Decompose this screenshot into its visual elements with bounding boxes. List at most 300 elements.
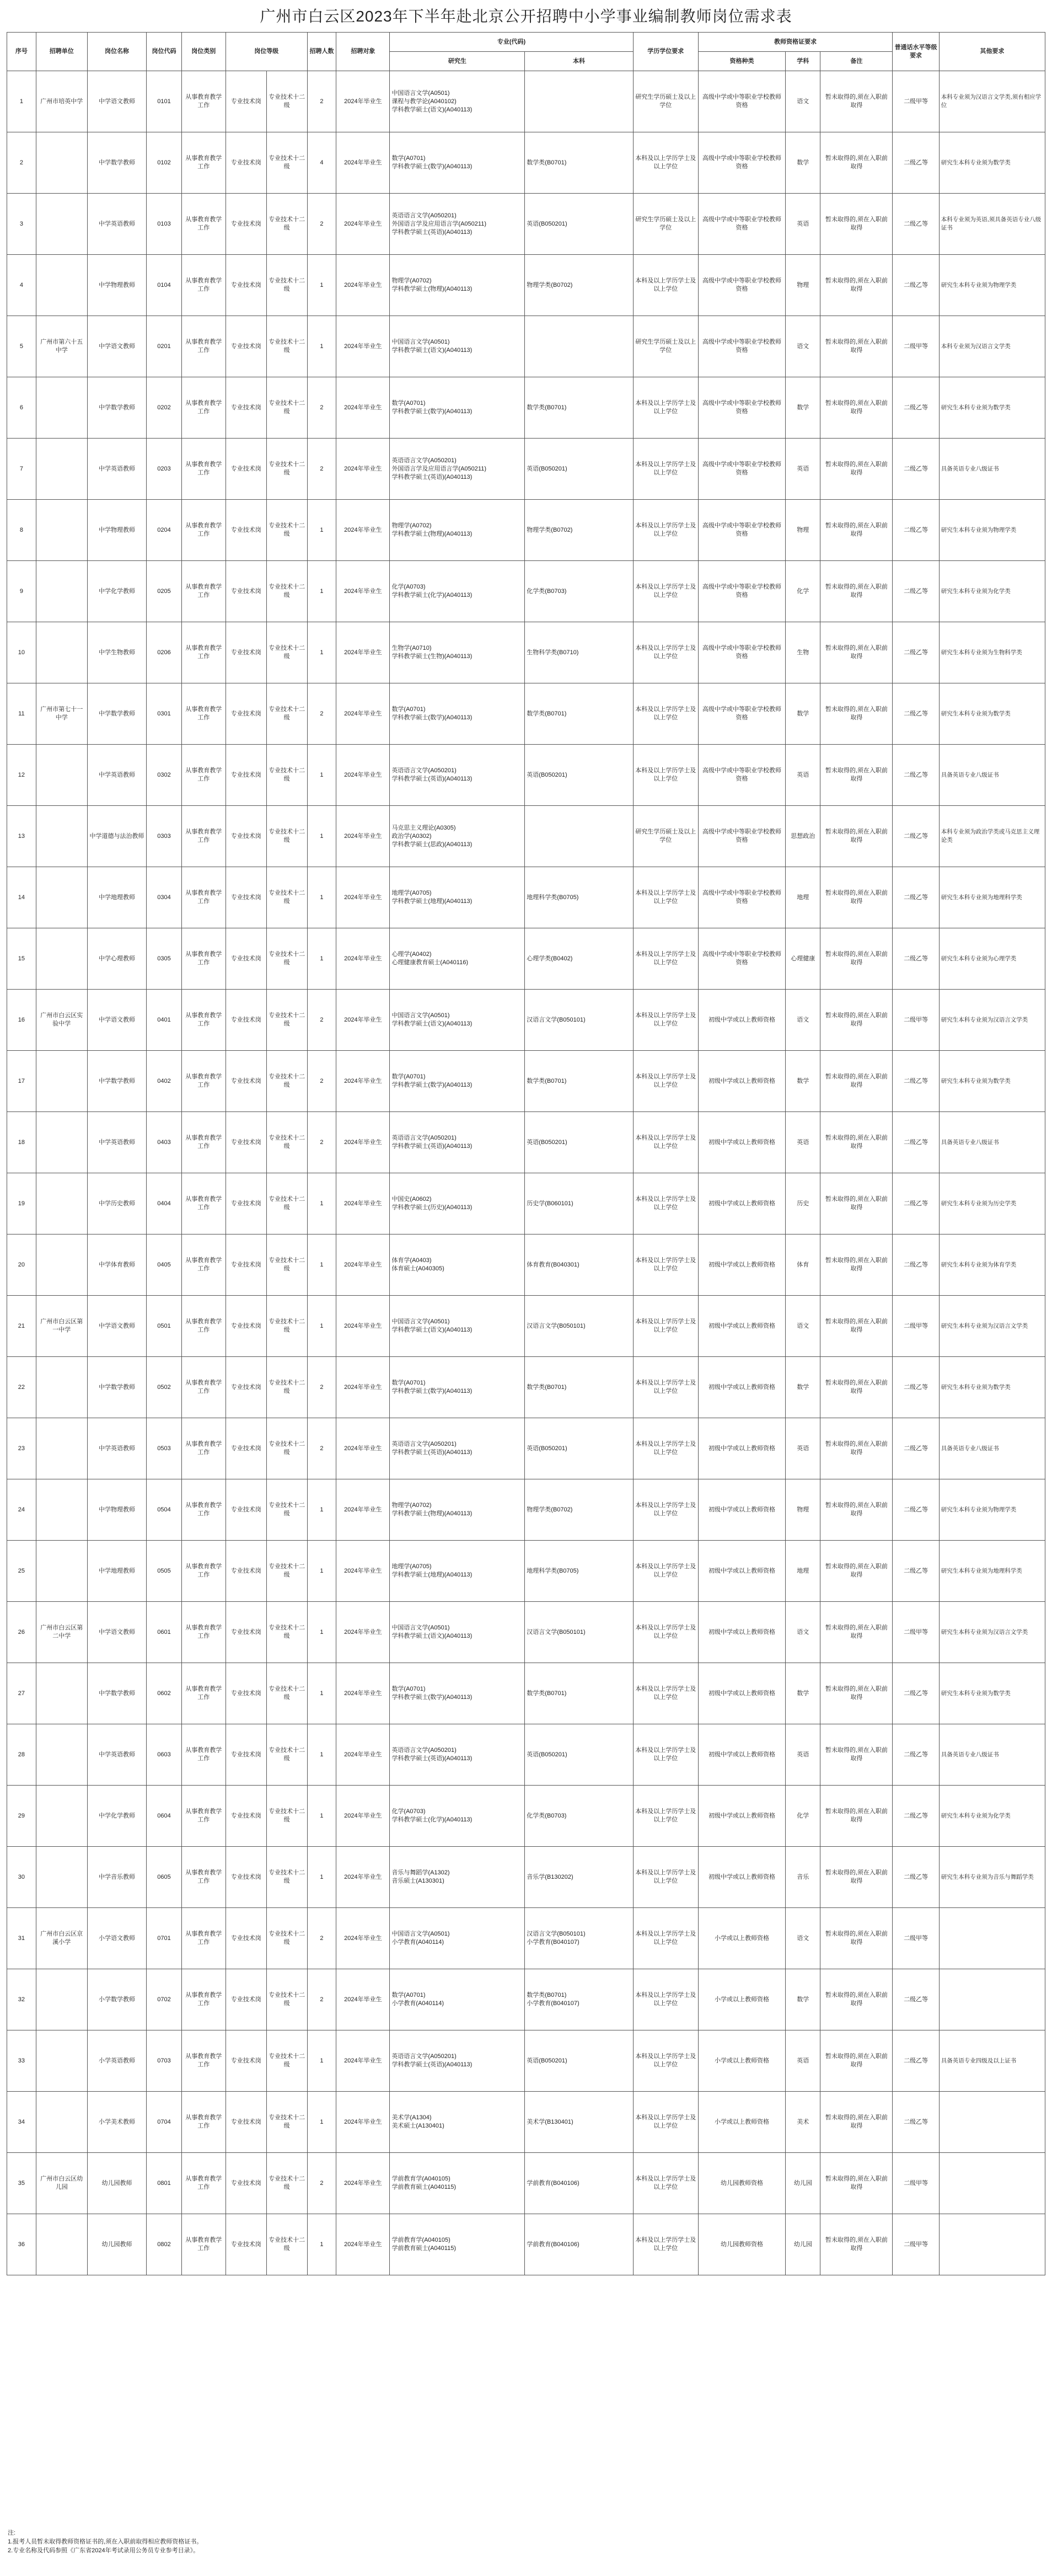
cell-degree: 本科及以上学历学士及以上学位 <box>633 622 698 683</box>
cell-post-code: 0704 <box>147 2092 181 2153</box>
cell-major-pg: 地理学(A0705) 学科教学硕士(地理)(A040113) <box>390 1541 525 1602</box>
cell-post-name: 小学语文教师 <box>87 1908 147 1969</box>
cell-unit <box>36 561 87 622</box>
table-row <box>7 1602 1045 1663</box>
table-row <box>7 683 1045 745</box>
cell-count: 1 <box>307 1847 336 1908</box>
cell-major-pg: 马克思主义理论(A0305) 政治学(A0302) 学科教学硕士(思政)(A040113) <box>390 806 525 867</box>
cell-major-pg: 化学(A0703) 学科教学硕士(化学)(A040113) <box>390 561 525 622</box>
cell-unit <box>36 1724 87 1786</box>
cell-qual-type: 高级中学或中等职业学校教师资格 <box>698 500 785 561</box>
cell-mandarin: 二级乙等 <box>893 194 939 255</box>
cell-qual-note: 暂未取得的,须在入职前取得 <box>820 1663 893 1724</box>
cell-post-name: 中学语文教师 <box>87 990 147 1051</box>
cell-qual-type: 初级中学或以上教师资格 <box>698 1234 785 1296</box>
footnote-line: 1.报考人员暂未取得教师资格证书的,须在入职前取得相应教师资格证书。 <box>8 2538 203 2545</box>
cell-post-level: 专业技术岗 <box>226 1173 266 1234</box>
cell-major-pg: 数学(A0701) 学科教学硕士(数学)(A040113) <box>390 1663 525 1724</box>
cell-target: 2024年毕业生 <box>336 990 390 1051</box>
cell-post-grade: 专业技术十二级 <box>266 561 307 622</box>
cell-mandarin: 二级甲等 <box>893 316 939 377</box>
cell-major-ug: 化学类(B0703) <box>525 561 633 622</box>
cell-target: 2024年毕业生 <box>336 1479 390 1541</box>
cell-major-ug: 历史学(B060101) <box>525 1173 633 1234</box>
cell-qual-subject: 数学 <box>786 377 820 439</box>
header-post-code: 岗位代码 <box>147 33 181 71</box>
table-row <box>7 377 1045 439</box>
cell-post-type: 从事教育教学工作 <box>181 745 226 806</box>
cell-post-grade: 专业技术十二级 <box>266 500 307 561</box>
recruitment-table <box>7 32 1045 2275</box>
cell-other <box>939 2214 1045 2275</box>
cell-seq: 2 <box>7 132 36 194</box>
cell-post-type: 从事教育教学工作 <box>181 1663 226 1724</box>
cell-mandarin: 二级甲等 <box>893 1296 939 1357</box>
cell-unit: 广州市白云区京溪小学 <box>36 1908 87 1969</box>
cell-unit <box>36 1173 87 1234</box>
cell-post-name: 中学数学教师 <box>87 377 147 439</box>
table-row <box>7 2153 1045 2214</box>
cell-qual-subject: 数学 <box>786 1357 820 1418</box>
cell-qual-note: 暂未取得的,须在入职前取得 <box>820 683 893 745</box>
cell-seq: 4 <box>7 255 36 316</box>
cell-post-code: 0401 <box>147 990 181 1051</box>
cell-qual-note: 暂未取得的,须在入职前取得 <box>820 2153 893 2214</box>
cell-post-name: 中学语文教师 <box>87 1296 147 1357</box>
cell-qual-type: 小学或以上教师资格 <box>698 1969 785 2030</box>
cell-seq: 27 <box>7 1663 36 1724</box>
cell-degree: 本科及以上学历学士及以上学位 <box>633 1479 698 1541</box>
cell-major-ug: 物理学类(B0702) <box>525 255 633 316</box>
cell-other <box>939 2153 1045 2214</box>
cell-degree: 本科及以上学历学士及以上学位 <box>633 990 698 1051</box>
cell-seq: 10 <box>7 622 36 683</box>
cell-count: 1 <box>307 1234 336 1296</box>
cell-major-pg: 中国史(A0602) 学科教学硕士(历史)(A040113) <box>390 1173 525 1234</box>
cell-unit <box>36 1234 87 1296</box>
cell-post-name: 中学历史教师 <box>87 1173 147 1234</box>
header-count: 招聘人数 <box>307 33 336 71</box>
cell-qual-type: 高级中学或中等职业学校教师资格 <box>698 928 785 990</box>
cell-major-pg: 英语语言文学(A050201) 学科教学硕士(英语)(A040113) <box>390 2030 525 2092</box>
cell-qual-note: 暂未取得的,须在入职前取得 <box>820 1418 893 1479</box>
cell-degree: 研究生学历硕士及以上学位 <box>633 194 698 255</box>
cell-seq: 19 <box>7 1173 36 1234</box>
cell-target: 2024年毕业生 <box>336 745 390 806</box>
cell-qual-subject: 数学 <box>786 1051 820 1112</box>
cell-post-grade: 专业技术十二级 <box>266 806 307 867</box>
header-qual-type: 资格种类 <box>698 52 785 71</box>
cell-post-grade: 专业技术十二级 <box>266 2092 307 2153</box>
cell-seq: 17 <box>7 1051 36 1112</box>
cell-major-ug: 地理科学类(B0705) <box>525 1541 633 1602</box>
cell-qual-subject: 语文 <box>786 71 820 132</box>
cell-degree: 研究生学历硕士及以上学位 <box>633 71 698 132</box>
cell-post-level: 专业技术岗 <box>226 377 266 439</box>
cell-degree: 本科及以上学历学士及以上学位 <box>633 1602 698 1663</box>
cell-qual-note: 暂未取得的,须在入职前取得 <box>820 806 893 867</box>
cell-target: 2024年毕业生 <box>336 1663 390 1724</box>
cell-seq: 16 <box>7 990 36 1051</box>
cell-post-code: 0305 <box>147 928 181 990</box>
cell-qual-subject: 地理 <box>786 1541 820 1602</box>
cell-degree: 本科及以上学历学士及以上学位 <box>633 1969 698 2030</box>
cell-degree: 本科及以上学历学士及以上学位 <box>633 745 698 806</box>
cell-degree: 本科及以上学历学士及以上学位 <box>633 1173 698 1234</box>
cell-count: 1 <box>307 1663 336 1724</box>
cell-unit <box>36 1847 87 1908</box>
cell-degree: 本科及以上学历学士及以上学位 <box>633 439 698 500</box>
cell-unit: 广州市白云区实验中学 <box>36 990 87 1051</box>
cell-major-pg: 英语语言文学(A050201) 学科教学硕士(英语)(A040113) <box>390 745 525 806</box>
cell-post-grade: 专业技术十二级 <box>266 1847 307 1908</box>
header-major-group: 专业(代码) <box>390 33 633 52</box>
cell-post-level: 专业技术岗 <box>226 316 266 377</box>
cell-major-pg: 化学(A0703) 学科教学硕士(化学)(A040113) <box>390 1786 525 1847</box>
cell-post-grade: 专业技术十二级 <box>266 1479 307 1541</box>
cell-major-ug: 英语(B050201) <box>525 745 633 806</box>
cell-post-name: 中学英语教师 <box>87 1724 147 1786</box>
cell-post-code: 0503 <box>147 1418 181 1479</box>
cell-post-level: 专业技术岗 <box>226 561 266 622</box>
cell-post-type: 从事教育教学工作 <box>181 1234 226 1296</box>
cell-seq: 12 <box>7 745 36 806</box>
cell-seq: 5 <box>7 316 36 377</box>
cell-post-type: 从事教育教学工作 <box>181 2153 226 2214</box>
cell-post-name: 中学物理教师 <box>87 500 147 561</box>
table-row <box>7 1663 1045 1724</box>
cell-qual-note: 暂未取得的,须在入职前取得 <box>820 1724 893 1786</box>
cell-post-name: 中学心理教师 <box>87 928 147 990</box>
cell-other: 研究生本科专业须为数学类 <box>939 1051 1045 1112</box>
cell-qual-note: 暂未取得的,须在入职前取得 <box>820 990 893 1051</box>
cell-degree: 本科及以上学历学士及以上学位 <box>633 1418 698 1479</box>
cell-post-code: 0604 <box>147 1786 181 1847</box>
cell-qual-subject: 数学 <box>786 1663 820 1724</box>
cell-seq: 23 <box>7 1418 36 1479</box>
cell-post-type: 从事教育教学工作 <box>181 1357 226 1418</box>
cell-post-type: 从事教育教学工作 <box>181 683 226 745</box>
cell-target: 2024年毕业生 <box>336 2092 390 2153</box>
cell-qual-type: 高级中学或中等职业学校教师资格 <box>698 71 785 132</box>
cell-post-level: 专业技术岗 <box>226 1663 266 1724</box>
cell-qual-type: 初级中学或以上教师资格 <box>698 990 785 1051</box>
footnote-line: 注: <box>8 2530 16 2536</box>
cell-major-ug: 汉语言文学(B050101) <box>525 1602 633 1663</box>
cell-unit <box>36 745 87 806</box>
cell-qual-subject: 数学 <box>786 683 820 745</box>
cell-post-type: 从事教育教学工作 <box>181 561 226 622</box>
page-title: 广州市白云区2023年下半年赴北京公开招聘中小学事业编制教师岗位需求表 <box>260 8 792 25</box>
cell-major-pg: 中国语言文学(A0501) 学科教学硕士(语文)(A040113) <box>390 990 525 1051</box>
table-row <box>7 1786 1045 1847</box>
cell-count: 1 <box>307 1173 336 1234</box>
cell-major-ug: 学前教育(B040106) <box>525 2153 633 2214</box>
cell-target: 2024年毕业生 <box>336 683 390 745</box>
cell-post-level: 专业技术岗 <box>226 1541 266 1602</box>
cell-unit <box>36 194 87 255</box>
cell-post-grade: 专业技术十二级 <box>266 990 307 1051</box>
cell-target: 2024年毕业生 <box>336 1847 390 1908</box>
cell-major-ug: 汉语言文学(B050101) <box>525 990 633 1051</box>
cell-qual-note: 暂未取得的,须在入职前取得 <box>820 439 893 500</box>
table-row <box>7 1051 1045 1112</box>
cell-other: 研究生本科专业须为数学类 <box>939 132 1045 194</box>
cell-unit <box>36 255 87 316</box>
table-row <box>7 622 1045 683</box>
cell-post-grade: 专业技术十二级 <box>266 1602 307 1663</box>
cell-seq: 30 <box>7 1847 36 1908</box>
cell-qual-subject: 英语 <box>786 439 820 500</box>
cell-count: 1 <box>307 1479 336 1541</box>
cell-seq: 20 <box>7 1234 36 1296</box>
cell-mandarin: 二级甲等 <box>893 990 939 1051</box>
cell-unit: 广州市第六十五中学 <box>36 316 87 377</box>
cell-qual-subject: 英语 <box>786 2030 820 2092</box>
table-row <box>7 500 1045 561</box>
cell-qual-note: 暂未取得的,须在入职前取得 <box>820 500 893 561</box>
cell-post-grade: 专业技术十二级 <box>266 1173 307 1234</box>
cell-other <box>939 1908 1045 1969</box>
cell-post-type: 从事教育教学工作 <box>181 867 226 928</box>
table-row <box>7 71 1045 132</box>
cell-post-name: 中学化学教师 <box>87 1786 147 1847</box>
cell-post-grade: 专业技术十二级 <box>266 745 307 806</box>
cell-qual-type: 初级中学或以上教师资格 <box>698 1051 785 1112</box>
cell-qual-subject: 历史 <box>786 1173 820 1234</box>
cell-qual-note: 暂未取得的,须在入职前取得 <box>820 377 893 439</box>
cell-target: 2024年毕业生 <box>336 1112 390 1173</box>
cell-count: 1 <box>307 1602 336 1663</box>
cell-qual-type: 高级中学或中等职业学校教师资格 <box>698 683 785 745</box>
cell-target: 2024年毕业生 <box>336 377 390 439</box>
cell-qual-subject: 物理 <box>786 255 820 316</box>
cell-count: 1 <box>307 316 336 377</box>
table-row <box>7 1112 1045 1173</box>
cell-post-name: 中学数学教师 <box>87 1051 147 1112</box>
cell-post-code: 0603 <box>147 1724 181 1786</box>
cell-mandarin: 二级乙等 <box>893 1051 939 1112</box>
table-row <box>7 1173 1045 1234</box>
cell-major-ug: 英语(B050201) <box>525 1418 633 1479</box>
cell-major-ug <box>525 806 633 867</box>
cell-count: 2 <box>307 194 336 255</box>
cell-qual-subject: 英语 <box>786 1724 820 1786</box>
cell-degree: 本科及以上学历学士及以上学位 <box>633 1234 698 1296</box>
cell-qual-note: 暂未取得的,须在入职前取得 <box>820 132 893 194</box>
cell-target: 2024年毕业生 <box>336 1724 390 1786</box>
cell-unit <box>36 2030 87 2092</box>
cell-post-level: 专业技术岗 <box>226 745 266 806</box>
cell-qual-type: 初级中学或以上教师资格 <box>698 1479 785 1541</box>
cell-count: 1 <box>307 561 336 622</box>
cell-mandarin: 二级乙等 <box>893 1663 939 1724</box>
cell-post-code: 0104 <box>147 255 181 316</box>
cell-count: 2 <box>307 1908 336 1969</box>
cell-post-grade: 专业技术十二级 <box>266 132 307 194</box>
header-row-1 <box>7 33 1045 52</box>
cell-post-level: 专业技术岗 <box>226 71 266 132</box>
cell-post-type: 从事教育教学工作 <box>181 316 226 377</box>
cell-qual-type: 初级中学或以上教师资格 <box>698 1602 785 1663</box>
cell-qual-note: 暂未取得的,须在入职前取得 <box>820 1296 893 1357</box>
cell-seq: 28 <box>7 1724 36 1786</box>
cell-seq: 25 <box>7 1541 36 1602</box>
cell-major-pg: 中国语言文学(A0501) 学科教学硕士(语文)(A040113) <box>390 316 525 377</box>
cell-unit <box>36 1663 87 1724</box>
cell-qual-subject: 英语 <box>786 1418 820 1479</box>
cell-target: 2024年毕业生 <box>336 622 390 683</box>
table-row <box>7 2092 1045 2153</box>
cell-qual-type: 高级中学或中等职业学校教师资格 <box>698 745 785 806</box>
cell-mandarin: 二级乙等 <box>893 1173 939 1234</box>
cell-post-name: 中学道德与法治教师 <box>87 806 147 867</box>
table-row <box>7 1969 1045 2030</box>
cell-mandarin: 二级甲等 <box>893 2153 939 2214</box>
cell-post-type: 从事教育教学工作 <box>181 439 226 500</box>
cell-other: 研究生本科专业须为汉语言文学类 <box>939 990 1045 1051</box>
cell-qual-type: 高级中学或中等职业学校教师资格 <box>698 867 785 928</box>
cell-target: 2024年毕业生 <box>336 1234 390 1296</box>
cell-qual-subject: 数学 <box>786 132 820 194</box>
cell-post-name: 幼儿园教师 <box>87 2153 147 2214</box>
cell-target: 2024年毕业生 <box>336 1173 390 1234</box>
cell-qual-note: 暂未取得的,须在入职前取得 <box>820 2214 893 2275</box>
cell-post-code: 0302 <box>147 745 181 806</box>
cell-major-ug: 英语(B050201) <box>525 2030 633 2092</box>
cell-qual-note: 暂未取得的,须在入职前取得 <box>820 1602 893 1663</box>
cell-seq: 35 <box>7 2153 36 2214</box>
cell-seq: 31 <box>7 1908 36 1969</box>
cell-post-level: 专业技术岗 <box>226 194 266 255</box>
cell-qual-note: 暂未取得的,须在入职前取得 <box>820 1847 893 1908</box>
cell-post-grade: 专业技术十二级 <box>266 928 307 990</box>
cell-other: 具备英语专业四级及以上证书 <box>939 2030 1045 2092</box>
cell-major-ug: 数学类(B0701) 小学教育(B040107) <box>525 1969 633 2030</box>
table-row <box>7 1357 1045 1418</box>
cell-major-pg: 物理学(A0702) 学科教学硕士(物理)(A040113) <box>390 255 525 316</box>
cell-post-grade: 专业技术十二级 <box>266 622 307 683</box>
cell-unit <box>36 806 87 867</box>
cell-post-level: 专业技术岗 <box>226 1786 266 1847</box>
cell-qual-note: 暂未取得的,须在入职前取得 <box>820 1541 893 1602</box>
cell-major-ug: 汉语言文学(B050101) <box>525 1296 633 1357</box>
cell-qual-note: 暂未取得的,须在入职前取得 <box>820 745 893 806</box>
cell-other: 研究生本科专业须为物理学类 <box>939 1479 1045 1541</box>
cell-target: 2024年毕业生 <box>336 1541 390 1602</box>
cell-qual-note: 暂未取得的,须在入职前取得 <box>820 1173 893 1234</box>
cell-unit <box>36 928 87 990</box>
cell-post-type: 从事教育教学工作 <box>181 2092 226 2153</box>
cell-count: 1 <box>307 500 336 561</box>
cell-count: 2 <box>307 683 336 745</box>
header-post-name: 岗位名称 <box>87 33 147 71</box>
cell-post-type: 从事教育教学工作 <box>181 2214 226 2275</box>
cell-post-type: 从事教育教学工作 <box>181 377 226 439</box>
header-target: 招聘对象 <box>336 33 390 71</box>
table-row <box>7 132 1045 194</box>
cell-other: 本科专业须为英语,须具备英语专业八级证书 <box>939 194 1045 255</box>
cell-post-type: 从事教育教学工作 <box>181 132 226 194</box>
cell-target: 2024年毕业生 <box>336 2030 390 2092</box>
cell-degree: 本科及以上学历学士及以上学位 <box>633 377 698 439</box>
cell-post-code: 0703 <box>147 2030 181 2092</box>
cell-major-ug: 数学类(B0701) <box>525 1357 633 1418</box>
cell-qual-subject: 幼儿园 <box>786 2153 820 2214</box>
cell-qual-subject: 语文 <box>786 1602 820 1663</box>
table-row <box>7 1479 1045 1541</box>
cell-post-grade: 专业技术十二级 <box>266 867 307 928</box>
cell-qual-type: 高级中学或中等职业学校教师资格 <box>698 377 785 439</box>
cell-post-name: 中学数学教师 <box>87 1357 147 1418</box>
footnote-line: 2.专业名称及代码参照《广东省2024年考试录用公务员专业参考目录》。 <box>8 2547 200 2554</box>
cell-unit: 广州市白云区幼儿园 <box>36 2153 87 2214</box>
cell-post-type: 从事教育教学工作 <box>181 1847 226 1908</box>
cell-degree: 研究生学历硕士及以上学位 <box>633 806 698 867</box>
cell-post-type: 从事教育教学工作 <box>181 71 226 132</box>
cell-qual-type: 初级中学或以上教师资格 <box>698 1112 785 1173</box>
cell-count: 1 <box>307 806 336 867</box>
cell-seq: 15 <box>7 928 36 990</box>
cell-major-pg: 英语语言文学(A050201) 外国语言学及应用语言学(A050211) 学科教学硕士(英语)(A040113) <box>390 439 525 500</box>
cell-post-code: 0504 <box>147 1479 181 1541</box>
cell-post-level: 专业技术岗 <box>226 867 266 928</box>
cell-other: 研究生本科专业须为汉语言文学类 <box>939 1296 1045 1357</box>
cell-target: 2024年毕业生 <box>336 71 390 132</box>
cell-major-ug: 数学类(B0701) <box>525 377 633 439</box>
cell-major-ug: 化学类(B0703) <box>525 1786 633 1847</box>
cell-major-pg: 数学(A0701) 学科教学硕士(数学)(A040113) <box>390 1357 525 1418</box>
cell-other: 具备英语专业八级证书 <box>939 1724 1045 1786</box>
cell-degree: 本科及以上学历学士及以上学位 <box>633 1663 698 1724</box>
cell-post-code: 0602 <box>147 1663 181 1724</box>
cell-seq: 8 <box>7 500 36 561</box>
cell-target: 2024年毕业生 <box>336 806 390 867</box>
cell-qual-type: 小学或以上教师资格 <box>698 2030 785 2092</box>
table-row <box>7 1234 1045 1296</box>
cell-mandarin: 二级乙等 <box>893 255 939 316</box>
cell-unit <box>36 439 87 500</box>
cell-post-name: 小学美术教师 <box>87 2092 147 2153</box>
cell-target: 2024年毕业生 <box>336 500 390 561</box>
cell-post-type: 从事教育教学工作 <box>181 1051 226 1112</box>
cell-unit <box>36 867 87 928</box>
cell-qual-note: 暂未取得的,须在入职前取得 <box>820 255 893 316</box>
cell-degree: 本科及以上学历学士及以上学位 <box>633 867 698 928</box>
cell-other: 研究生本科专业须为地理科学类 <box>939 867 1045 928</box>
cell-mandarin: 二级乙等 <box>893 1112 939 1173</box>
cell-seq: 18 <box>7 1112 36 1173</box>
cell-qual-note: 暂未取得的,须在入职前取得 <box>820 1969 893 2030</box>
table-row <box>7 194 1045 255</box>
cell-target: 2024年毕业生 <box>336 255 390 316</box>
cell-unit <box>36 500 87 561</box>
cell-post-name: 中学英语教师 <box>87 1112 147 1173</box>
cell-count: 1 <box>307 2092 336 2153</box>
cell-seq: 29 <box>7 1786 36 1847</box>
cell-degree: 本科及以上学历学士及以上学位 <box>633 1724 698 1786</box>
cell-target: 2024年毕业生 <box>336 1418 390 1479</box>
cell-qual-note: 暂未取得的,须在入职前取得 <box>820 867 893 928</box>
cell-unit <box>36 1418 87 1479</box>
cell-mandarin: 二级甲等 <box>893 1908 939 1969</box>
header-degree: 学历学位要求 <box>633 33 698 71</box>
cell-degree: 本科及以上学历学士及以上学位 <box>633 1908 698 1969</box>
cell-qual-note: 暂未取得的,须在入职前取得 <box>820 316 893 377</box>
cell-post-name: 中学英语教师 <box>87 439 147 500</box>
cell-post-name: 中学英语教师 <box>87 1418 147 1479</box>
cell-other: 具备英语专业八级证书 <box>939 1418 1045 1479</box>
